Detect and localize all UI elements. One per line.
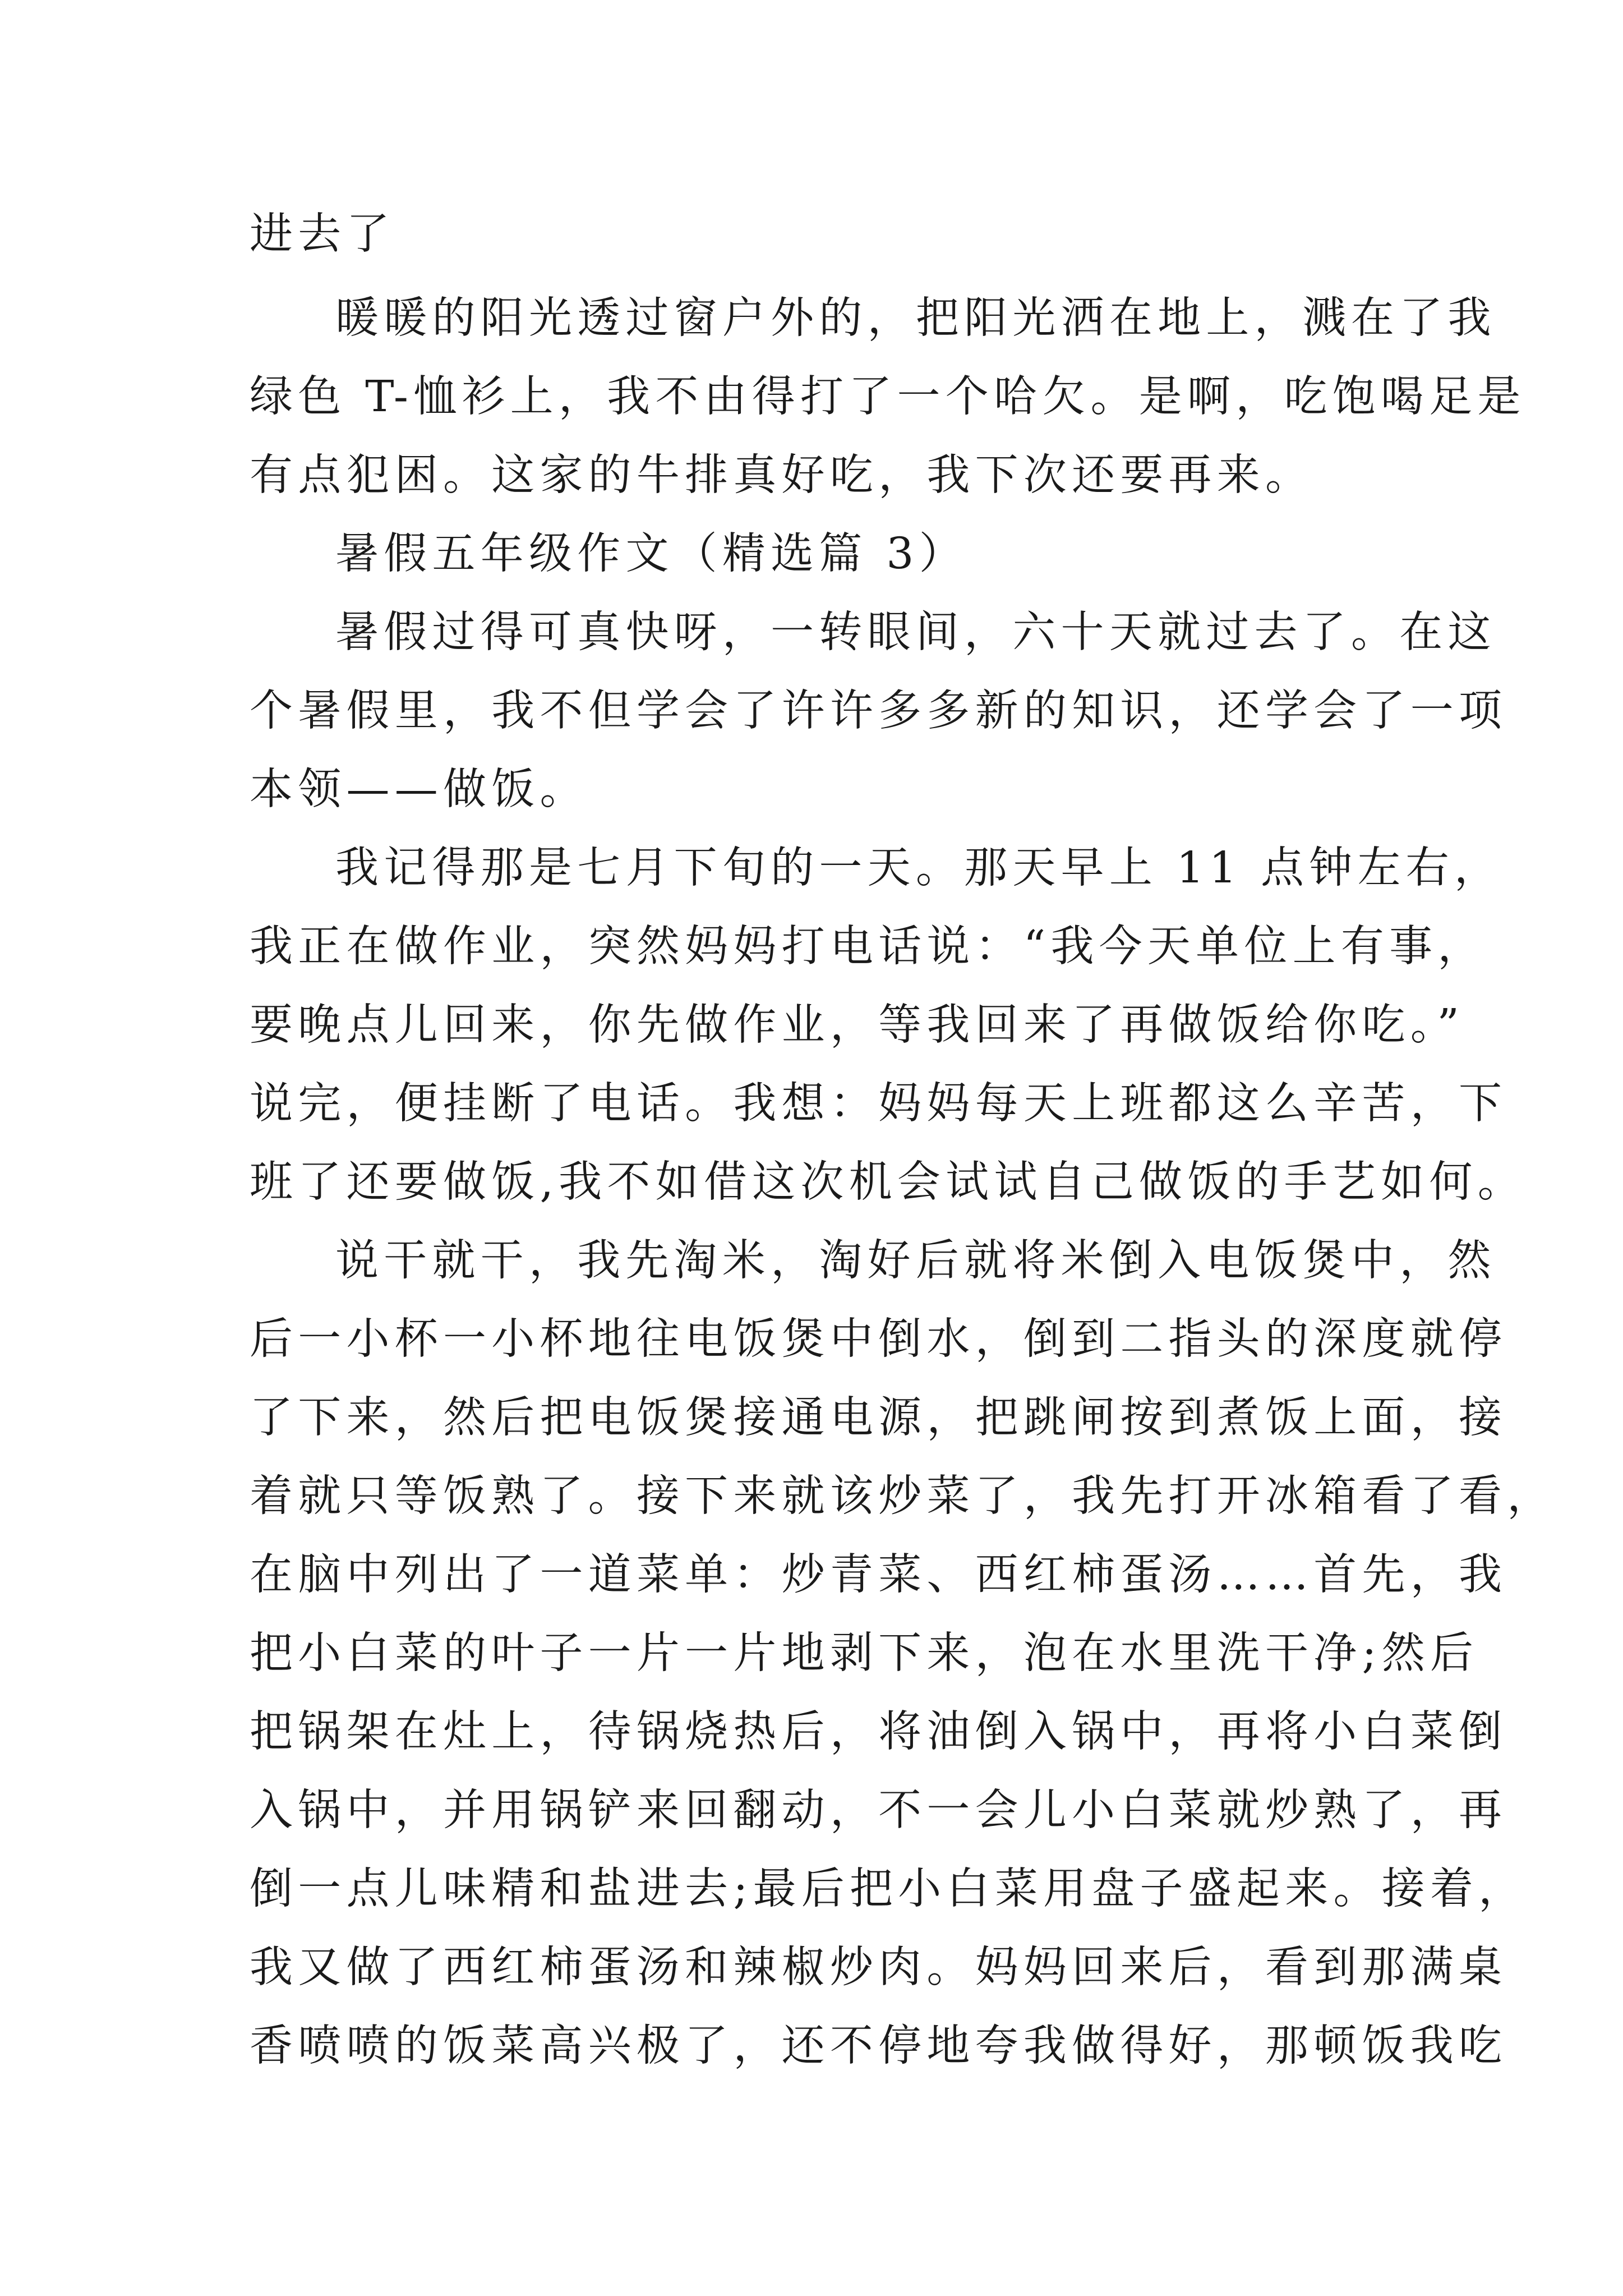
text-line: 把锅架在灶上，待锅烧热后，将油倒入锅中，再将小白菜倒 [250,1707,1507,1757]
text-line: 香喷喷的饭菜高兴极了，还不停地夸我做得好，那顿饭我吃 [250,2021,1507,2071]
text-line: 有点犯困。这家的牛排真好吃，我下次还要再来。 [250,450,1314,500]
text-line: 暑假过得可真快呀，一转眼间，六十天就过去了。在这 [335,608,1496,657]
text-line: 个暑假里，我不但学会了许许多多新的知识，还学会了一项 [250,686,1507,736]
text-line: 后一小杯一小杯地往电饭煲中倒水，倒到二指头的深度就停 [250,1314,1507,1364]
text-line: 进去了 [250,209,395,259]
text-line: 了下来，然后把电饭煲接通电源，把跳闸按到煮饭上面，接 [250,1393,1507,1443]
text-line: 着就只等饭熟了。接下来就该炒菜了，我先打开冰箱看了看， [250,1471,1556,1521]
text-line: 把小白菜的叶子一片一片地剥下来，泡在水里洗干净;然后 [250,1628,1479,1678]
text-line: 班了还要做饭,我不如借这次机会试试自己做饭的手艺如何。 [250,1157,1526,1207]
text-line: 说干就干，我先淘米，淘好后就将米倒入电饭煲中，然 [335,1236,1496,1286]
text-line: 倒一点儿味精和盐进去;最后把小白菜用盘子盛起来。接着， [250,1864,1527,1914]
text-line: 我正在做作业，突然妈妈打电话说：“我今天单位上有事， [250,922,1486,972]
text-line: 我记得那是七月下旬的一天。那天早上 11 点钟左右， [335,843,1503,893]
text-line: 说完，便挂断了电话。我想：妈妈每天上班都这么辛苦，下 [250,1079,1507,1129]
text-line: 要晚点儿回来，你先做作业，等我回来了再做饭给你吃。” [250,1000,1465,1050]
text-line: 暖暖的阳光透过窗户外的，把阳光洒在地上，溅在了我 [335,293,1496,343]
text-line: 我又做了西红柿蛋汤和辣椒炒肉。妈妈回来后，看到那满桌 [250,1943,1507,1993]
text-line: 在脑中列出了一道菜单：炒青菜、西红柿蛋汤……首先，我 [250,1550,1507,1600]
text-line: 绿色 T-恤衫上，我不由得打了一个哈欠。是啊，吃饱喝足是 [250,372,1526,422]
text-line: 入锅中，并用锅铲来回翻动，不一会儿小白菜就炒熟了，再 [250,1786,1507,1835]
section-heading: 暑假五年级作文（精选篇 3） [335,529,967,579]
text-line: 本领——做饭。 [250,765,588,815]
